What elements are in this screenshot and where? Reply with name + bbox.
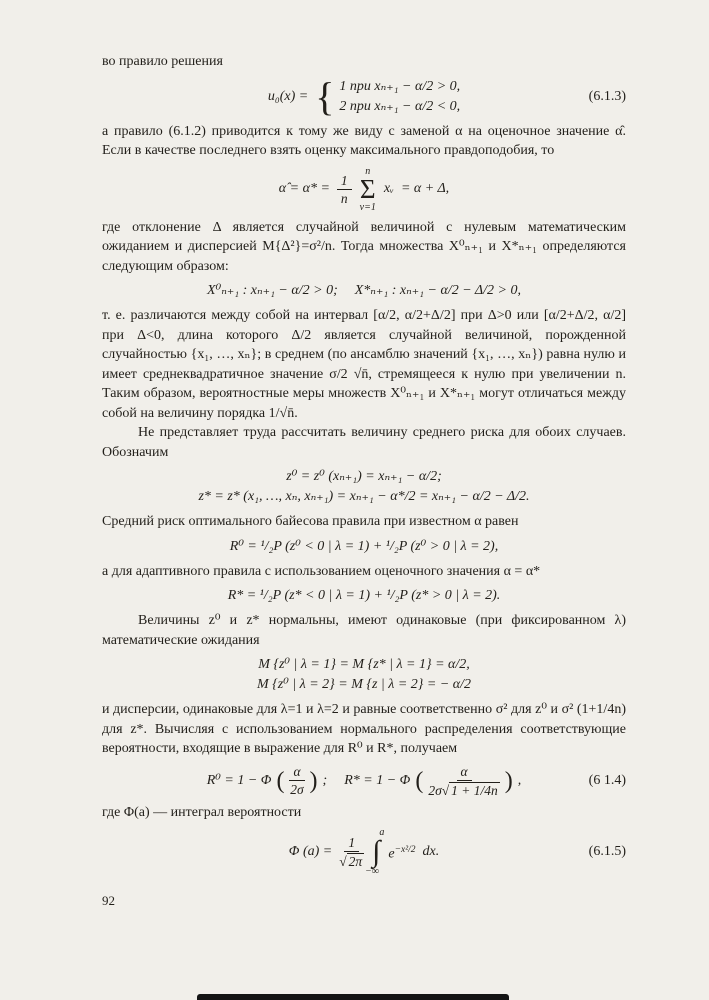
equation-alpha-estimate [102, 166, 626, 213]
case-line-2: 2 при xₙ₊₁ − α/2 < 0, [339, 98, 461, 114]
fraction-numerator: 1 [337, 173, 352, 190]
paragraph-adaptive: а для адаптивного правила с использованием оценочного значения α = α* [102, 563, 541, 579]
fraction-denominator: 2σ [290, 782, 304, 797]
equation-number: (6 1.4) [588, 772, 626, 788]
e-exponent: −x²/2 [394, 844, 416, 855]
radical-icon: √ [441, 782, 450, 798]
case-line-1: 1 при xₙ₊₁ − α/2 > 0, [339, 78, 461, 94]
eq-term: xᵥ [383, 181, 394, 196]
eq-lhs: Φ (a) = [288, 844, 333, 859]
page-content [102, 52, 626, 911]
equation-number: (6.1.5) [588, 844, 626, 859]
fraction-with-radical [428, 764, 499, 798]
sum-lower-limit: ν=1 [359, 201, 376, 213]
equation-r0 [102, 537, 626, 557]
equation-expectations [102, 655, 626, 695]
eq-tail: dx. [422, 844, 440, 859]
e-base: e [388, 846, 395, 862]
equation-sets [102, 281, 626, 301]
paragraph-risk: Не представляет труда рассчитать величину среднего риска для обоих случаев. Обозначим [102, 425, 626, 460]
integral-upper-limit: a [379, 827, 385, 838]
fraction-denominator [428, 781, 499, 798]
sigma-icon: Σ [359, 173, 376, 204]
equation-z-definitions [102, 467, 626, 507]
integral-operator [365, 827, 385, 877]
paragraph-values: Величины z⁰ и z* нормальны, имеют одинаковые (при фиксированном λ) математические ожидания [102, 613, 626, 648]
fraction-numerator: α [457, 764, 472, 781]
page-number: 92 [102, 893, 115, 908]
fraction [289, 764, 304, 797]
set-definition-left: X⁰ₙ₊₁ : xₙ₊₁ − α/2 > 0; [207, 283, 338, 298]
left-paren: ( [276, 767, 285, 794]
equation-rstar [102, 586, 626, 606]
paragraph-interval: т. е. различаются между собой на интервал [α/2, α/2+Δ/2] при Δ>0 или [α/2+Δ/2, α/2] при Δ<0, длина которого Δ/2 является случайной величиной, порожденной случайностью {x₁, …, xₙ}; в среднем (по ансамблю значений {x₁, …, xₙ}) равна нулю и имеет среднеквадратичное значение σ/2 √n̄, стремящееся к нулю при увеличении n. Таким образом, вероятностные меры множеств X⁰ₙ₊₁ и X*ₙ₊₁ могут отличаться между собой на величину порядка 1/√n̄. [102, 308, 626, 421]
eq-r0-line: R⁰ = ¹/₂P (z⁰ < 0 | λ = 1) + ¹/₂P (z⁰ > 0 | λ = 2), [229, 538, 499, 554]
sum-upper-limit: n [365, 165, 371, 177]
radicand: 1 + 1/4n [451, 782, 498, 798]
set-definition-right: X*ₙ₊₁ : xₙ₊₁ − α/2 − Δ/2 > 0, [354, 283, 521, 298]
eq-rhs: = α + Δ, [400, 181, 450, 196]
paragraph-deviation: где отклонение Δ является случайной величиной с нулевым математическим ожиданием и дисперсией M{Δ²}=σ²/n. Тогда множества X⁰ₙ₊₁ и X*ₙ₊₁ определяются следующим образом: [102, 219, 626, 274]
equation-6-1-5 [102, 827, 626, 877]
exponential-term [388, 840, 415, 865]
paragraph-average-risk: Средний риск оптимального байесова правила при известном α равен [102, 514, 519, 529]
paragraph-where-phi: где Φ(a) — интеграл вероятности [102, 804, 302, 820]
scan-artifact [197, 994, 509, 1000]
equation-6-1-4 [102, 764, 626, 798]
fraction-numerator: α [289, 764, 304, 781]
den-coefficient: 2σ [428, 782, 442, 798]
eq-comma: , [517, 772, 522, 788]
eq-zstar-line: z* = z* (x₁, …, xₙ, xₙ₊₁) = xₙ₊₁ − α*/2 = xₙ₊₁ − α/2 − Δ/2. [198, 489, 530, 504]
case-lines [339, 77, 460, 117]
eq-lhs: α̂ = α* = [278, 181, 330, 196]
separator: ; [322, 772, 328, 788]
paragraph-rule: а правило (6.1.2) приводится к тому же виду с заменой α на оценочное значение α̂. Если в качестве последнего взять оценку максимального правдоподобия, то [102, 123, 626, 158]
fraction-numerator: 1 [344, 835, 359, 852]
radical-icon: √ [339, 854, 347, 869]
right-paren: ) [309, 767, 318, 794]
fraction [337, 173, 352, 206]
left-paren: ( [415, 767, 424, 794]
paragraph-intro: во правило решения [102, 54, 223, 69]
left-brace: { [315, 73, 335, 119]
eq-lhs: u₀(x) = [267, 88, 309, 104]
fraction-denominator [339, 852, 364, 869]
sum-operator [360, 166, 376, 213]
integral-lower-limit: −∞ [365, 866, 380, 877]
eq-rstar-line: R* = ¹/₂P (z* < 0 | λ = 1) + ¹/₂P (z* > 0 | λ = 2). [227, 588, 501, 603]
equation-number: (6.1.3) [588, 88, 626, 104]
equation-6-1-3 [102, 73, 626, 119]
right-paren: ) [504, 767, 513, 794]
eq-m2-line: M {z⁰ | λ = 2} = M {z | λ = 2} = − α/2 [256, 677, 472, 692]
fraction-with-radical [339, 835, 364, 869]
radicand: 2π [348, 854, 363, 869]
fraction-denominator: n [340, 190, 348, 206]
eq-z0-line: z⁰ = z⁰ (xₙ₊₁) = xₙ₊₁ − α/2; [286, 469, 442, 484]
eq-rstar-prefix: R* = 1 − Φ [344, 772, 411, 788]
eq-m1-line: M {z⁰ | λ = 1} = M {z* | λ = 1} = α/2, [258, 657, 470, 672]
paragraph-dispersion: и дисперсии, одинаковые для λ=1 и λ=2 и равные соответственно σ² для z⁰ и σ² (1+1/4n) для z*. Вычисляя с использованием нормального распределения соответствующие вероятности, входящие в выражение для R⁰ и R*, получаем [102, 702, 626, 756]
eq-r0-prefix: R⁰ = 1 − Φ [206, 772, 272, 788]
integral-icon: ∫ [372, 835, 381, 868]
